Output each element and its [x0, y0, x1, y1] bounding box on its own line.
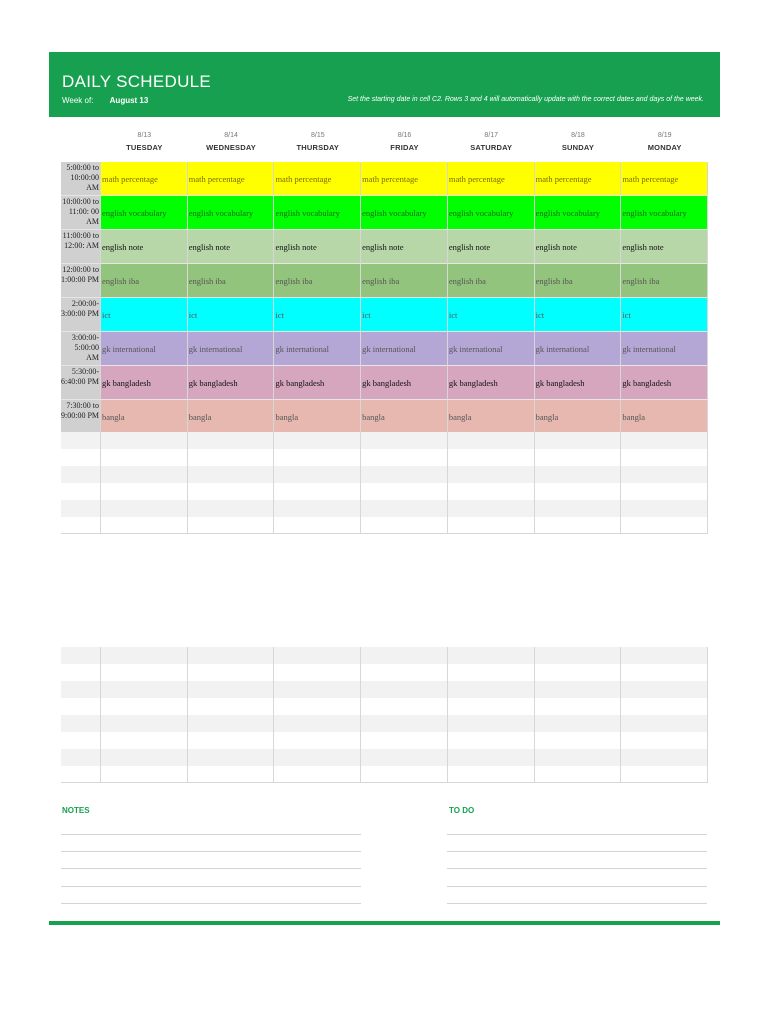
empty-row: [61, 647, 708, 664]
subject-cell[interactable]: math percentage: [448, 162, 535, 196]
empty-row: [61, 449, 708, 466]
time-cell[interactable]: 12:00:00 to 1:00:00 PM: [61, 264, 101, 298]
schedule-row: [61, 366, 708, 400]
day-name: SUNDAY: [561, 143, 595, 152]
subject-cell[interactable]: ict: [448, 298, 535, 332]
empty-cell[interactable]: [61, 766, 101, 783]
schedule-row: [61, 196, 708, 230]
empty-cell[interactable]: [361, 681, 448, 698]
empty-cell[interactable]: [61, 483, 101, 500]
empty-cell[interactable]: [448, 732, 535, 749]
subject-cell[interactable]: bangla: [621, 400, 708, 434]
empty-cell[interactable]: [188, 432, 275, 449]
instruction-note: Set the starting date in cell C2. Rows 3 and 4 will automatically update with the correct dates and days of the week.: [347, 96, 704, 103]
time-cell[interactable]: 11:00:00 to 12:00: AM: [61, 230, 101, 264]
empty-cell[interactable]: [188, 732, 275, 749]
subject-cell[interactable]: english iba: [535, 264, 622, 298]
empty-cell[interactable]: [448, 466, 535, 483]
empty-cell[interactable]: [188, 681, 275, 698]
empty-cell[interactable]: [361, 749, 448, 766]
page-title: DAILY SCHEDULE: [62, 72, 212, 91]
subject-cell[interactable]: math percentage: [621, 162, 708, 196]
empty-cell[interactable]: [535, 449, 622, 466]
empty-cell[interactable]: [274, 483, 361, 500]
time-cell[interactable]: 7:30:00 to 9:00:00 PM: [61, 400, 101, 434]
empty-cell[interactable]: [61, 681, 101, 698]
empty-cell[interactable]: [61, 517, 101, 534]
empty-cell[interactable]: [61, 749, 101, 766]
day-name: FRIDAY: [390, 143, 419, 152]
empty-cell[interactable]: [621, 449, 708, 466]
subject-cell[interactable]: math percentage: [188, 162, 275, 196]
notes-title: NOTES: [62, 806, 90, 815]
empty-row: [61, 681, 708, 698]
schedule-row: [61, 264, 708, 298]
empty-cell[interactable]: [61, 715, 101, 732]
day-header: [361, 132, 448, 152]
subject-cell[interactable]: english note: [188, 230, 275, 264]
empty-cell[interactable]: [61, 732, 101, 749]
empty-row: [61, 466, 708, 483]
day-date: 8/16: [397, 132, 412, 139]
subject-cell[interactable]: bangla: [188, 400, 275, 434]
time-cell[interactable]: 10:00:00 to 11:00: 00 AM: [61, 196, 101, 230]
empty-row: [61, 500, 708, 517]
empty-cell[interactable]: [621, 698, 708, 715]
empty-cell[interactable]: [188, 715, 275, 732]
header-banner: [49, 52, 720, 117]
empty-cell[interactable]: [361, 517, 448, 534]
footer-bar: [49, 921, 720, 925]
ruled-line[interactable]: [61, 834, 361, 835]
subject-cell[interactable]: gk international: [535, 332, 622, 366]
ruled-line[interactable]: [447, 868, 707, 869]
empty-cell[interactable]: [361, 466, 448, 483]
empty-cell[interactable]: [535, 681, 622, 698]
subject-cell[interactable]: gk international: [361, 332, 448, 366]
subject-cell[interactable]: english iba: [101, 264, 188, 298]
empty-cell[interactable]: [361, 715, 448, 732]
empty-cell[interactable]: [61, 664, 101, 681]
time-cell[interactable]: 2:00:00- 3:00:00 PM: [61, 298, 101, 332]
empty-cell[interactable]: [448, 432, 535, 449]
day-name: TUESDAY: [126, 143, 163, 152]
subject-cell[interactable]: gk bangladesh: [535, 366, 622, 400]
empty-cell[interactable]: [448, 500, 535, 517]
empty-cell[interactable]: [448, 483, 535, 500]
empty-cell[interactable]: [274, 681, 361, 698]
empty-cell[interactable]: [621, 647, 708, 664]
empty-cell[interactable]: [535, 664, 622, 681]
day-header: [621, 132, 708, 152]
todo-title: TO DO: [449, 806, 475, 815]
empty-cell[interactable]: [621, 681, 708, 698]
empty-row: [61, 749, 708, 766]
empty-cell[interactable]: [274, 449, 361, 466]
empty-cell[interactable]: [621, 466, 708, 483]
day-date: 8/15: [310, 132, 325, 139]
subject-cell[interactable]: ict: [621, 298, 708, 332]
empty-cell[interactable]: [535, 432, 622, 449]
empty-cell[interactable]: [188, 500, 275, 517]
empty-cell[interactable]: [448, 749, 535, 766]
subject-cell[interactable]: english iba: [448, 264, 535, 298]
subject-cell[interactable]: english vocabulary: [361, 196, 448, 230]
ruled-line[interactable]: [447, 834, 707, 835]
empty-cell[interactable]: [101, 449, 188, 466]
schedule-row: [61, 400, 708, 434]
schedule-row: [61, 230, 708, 264]
day-header: [101, 132, 188, 152]
subject-cell[interactable]: bangla: [535, 400, 622, 434]
empty-cell[interactable]: [621, 517, 708, 534]
empty-cell[interactable]: [188, 517, 275, 534]
empty-cell[interactable]: [274, 766, 361, 783]
empty-cell[interactable]: [361, 432, 448, 449]
time-cell[interactable]: 3:00:00- 5:00:00 AM: [61, 332, 101, 366]
schedule-row: [61, 298, 708, 332]
day-date: 8/14: [224, 132, 238, 139]
schedule-row: [61, 332, 708, 366]
empty-cell[interactable]: [101, 749, 188, 766]
empty-cell[interactable]: [101, 483, 188, 500]
ruled-line[interactable]: [447, 886, 707, 887]
subject-cell[interactable]: english vocabulary: [188, 196, 275, 230]
day-header: [448, 132, 535, 152]
empty-cell[interactable]: [101, 698, 188, 715]
empty-cell[interactable]: [535, 698, 622, 715]
empty-cell[interactable]: [621, 749, 708, 766]
empty-row: [61, 732, 708, 749]
ruled-line[interactable]: [61, 851, 361, 852]
subject-cell[interactable]: ict: [361, 298, 448, 332]
empty-cell[interactable]: [101, 466, 188, 483]
subject-cell[interactable]: bangla: [101, 400, 188, 434]
empty-row: [61, 517, 708, 534]
day-date: 8/19: [657, 132, 672, 139]
empty-cell[interactable]: [621, 732, 708, 749]
subject-cell[interactable]: english note: [621, 230, 708, 264]
empty-cell[interactable]: [448, 449, 535, 466]
empty-cell[interactable]: [101, 517, 188, 534]
schedule-table: [61, 162, 708, 434]
empty-cell[interactable]: [274, 500, 361, 517]
subject-cell[interactable]: english vocabulary: [621, 196, 708, 230]
subject-cell[interactable]: english vocabulary: [535, 196, 622, 230]
empty-cell[interactable]: [61, 449, 101, 466]
day-header: [535, 132, 622, 152]
subject-cell[interactable]: english note: [361, 230, 448, 264]
subject-cell[interactable]: gk international: [101, 332, 188, 366]
empty-cell[interactable]: [61, 698, 101, 715]
empty-cell[interactable]: [188, 483, 275, 500]
empty-cell[interactable]: [188, 749, 275, 766]
subject-cell[interactable]: ict: [274, 298, 361, 332]
empty-cell[interactable]: [535, 732, 622, 749]
subject-cell[interactable]: math percentage: [274, 162, 361, 196]
week-of-value[interactable]: August 13: [109, 96, 149, 105]
empty-cell[interactable]: [621, 432, 708, 449]
ruled-line[interactable]: [61, 886, 361, 887]
empty-cell[interactable]: [274, 517, 361, 534]
subject-cell[interactable]: english iba: [621, 264, 708, 298]
subject-cell[interactable]: math percentage: [535, 162, 622, 196]
subject-cell[interactable]: gk international: [188, 332, 275, 366]
subject-cell[interactable]: english note: [535, 230, 622, 264]
empty-cell[interactable]: [621, 766, 708, 783]
empty-cell[interactable]: [535, 749, 622, 766]
subject-cell[interactable]: bangla: [274, 400, 361, 434]
empty-cell[interactable]: [448, 715, 535, 732]
time-cell[interactable]: 5:30:00- 6:40:00 PM: [61, 366, 101, 400]
subject-cell[interactable]: english iba: [361, 264, 448, 298]
day-name: MONDAY: [647, 143, 682, 152]
subject-cell[interactable]: english vocabulary: [448, 196, 535, 230]
empty-cell[interactable]: [188, 698, 275, 715]
ruled-line[interactable]: [61, 903, 361, 904]
empty-cell[interactable]: [188, 647, 275, 664]
day-header-row: [101, 132, 708, 152]
subject-cell[interactable]: gk international: [448, 332, 535, 366]
ruled-line[interactable]: [61, 868, 361, 869]
subject-cell[interactable]: math percentage: [361, 162, 448, 196]
ruled-line[interactable]: [447, 903, 707, 904]
empty-cell[interactable]: [535, 466, 622, 483]
empty-cell[interactable]: [61, 647, 101, 664]
empty-cell[interactable]: [101, 732, 188, 749]
day-name: THURSDAY: [296, 143, 340, 152]
empty-cell[interactable]: [61, 500, 101, 517]
empty-cell[interactable]: [361, 732, 448, 749]
subject-cell[interactable]: english note: [274, 230, 361, 264]
empty-cell[interactable]: [61, 466, 101, 483]
empty-cell[interactable]: [274, 698, 361, 715]
empty-cell[interactable]: [621, 664, 708, 681]
empty-cell[interactable]: [274, 749, 361, 766]
empty-cell[interactable]: [535, 715, 622, 732]
day-name: SATURDAY: [470, 143, 513, 152]
empty-cell[interactable]: [274, 466, 361, 483]
empty-cell[interactable]: [188, 766, 275, 783]
subject-cell[interactable]: english vocabulary: [101, 196, 188, 230]
empty-cell[interactable]: [188, 449, 275, 466]
empty-cell[interactable]: [101, 647, 188, 664]
empty-row: [61, 715, 708, 732]
empty-cell[interactable]: [274, 715, 361, 732]
subject-cell[interactable]: ict: [535, 298, 622, 332]
empty-cell[interactable]: [448, 681, 535, 698]
empty-cell[interactable]: [274, 432, 361, 449]
day-name: WEDNESDAY: [206, 143, 257, 152]
empty-row: [61, 664, 708, 681]
empty-cell[interactable]: [535, 647, 622, 664]
empty-cell[interactable]: [361, 449, 448, 466]
empty-cell[interactable]: [535, 500, 622, 517]
time-cell[interactable]: 5:00:00 to 10:00:00 AM: [61, 162, 101, 196]
empty-cell[interactable]: [448, 766, 535, 783]
subject-cell[interactable]: gk bangladesh: [361, 366, 448, 400]
empty-row: [61, 432, 708, 449]
blank-rows-top: [61, 432, 708, 534]
empty-row: [61, 483, 708, 500]
subject-cell[interactable]: bangla: [361, 400, 448, 434]
empty-cell[interactable]: [535, 517, 622, 534]
empty-cell[interactable]: [361, 647, 448, 664]
subject-cell[interactable]: gk bangladesh: [448, 366, 535, 400]
empty-cell[interactable]: [621, 483, 708, 500]
empty-cell[interactable]: [101, 432, 188, 449]
empty-cell[interactable]: [101, 664, 188, 681]
ruled-line[interactable]: [447, 851, 707, 852]
empty-row: [61, 766, 708, 783]
subject-cell[interactable]: gk international: [621, 332, 708, 366]
empty-cell[interactable]: [188, 466, 275, 483]
empty-cell[interactable]: [621, 500, 708, 517]
empty-cell[interactable]: [361, 766, 448, 783]
day-date: 8/18: [571, 132, 585, 139]
empty-cell[interactable]: [621, 715, 708, 732]
week-of-label: Week of:: [62, 96, 94, 105]
empty-cell[interactable]: [361, 698, 448, 715]
subject-cell[interactable]: english note: [448, 230, 535, 264]
subject-cell[interactable]: gk international: [274, 332, 361, 366]
empty-cell[interactable]: [274, 647, 361, 664]
empty-cell[interactable]: [535, 766, 622, 783]
subject-cell[interactable]: english iba: [188, 264, 275, 298]
empty-cell[interactable]: [101, 715, 188, 732]
empty-cell[interactable]: [448, 517, 535, 534]
schedule-row: [61, 162, 708, 196]
subject-cell[interactable]: ict: [188, 298, 275, 332]
week-of: [62, 96, 148, 105]
empty-cell[interactable]: [361, 483, 448, 500]
subject-cell[interactable]: english iba: [274, 264, 361, 298]
subject-cell[interactable]: english note: [101, 230, 188, 264]
empty-cell[interactable]: [61, 432, 101, 449]
subject-cell[interactable]: gk bangladesh: [101, 366, 188, 400]
blank-rows-bottom: [61, 647, 708, 783]
subject-cell[interactable]: math percentage: [101, 162, 188, 196]
empty-cell[interactable]: [448, 698, 535, 715]
empty-cell[interactable]: [274, 664, 361, 681]
subject-cell[interactable]: ict: [101, 298, 188, 332]
empty-cell[interactable]: [361, 664, 448, 681]
empty-cell[interactable]: [535, 483, 622, 500]
empty-cell[interactable]: [361, 500, 448, 517]
subject-cell[interactable]: english vocabulary: [274, 196, 361, 230]
day-header: [188, 132, 275, 152]
empty-row: [61, 698, 708, 715]
subject-cell[interactable]: gk bangladesh: [621, 366, 708, 400]
empty-cell[interactable]: [101, 766, 188, 783]
empty-cell[interactable]: [448, 647, 535, 664]
empty-cell[interactable]: [101, 681, 188, 698]
empty-cell[interactable]: [188, 664, 275, 681]
empty-cell[interactable]: [274, 732, 361, 749]
subject-cell[interactable]: bangla: [448, 400, 535, 434]
day-date: 8/13: [137, 132, 152, 139]
subject-cell[interactable]: gk bangladesh: [188, 366, 275, 400]
subject-cell[interactable]: gk bangladesh: [274, 366, 361, 400]
empty-cell[interactable]: [101, 500, 188, 517]
empty-cell[interactable]: [448, 664, 535, 681]
day-header: [274, 132, 361, 152]
day-date: 8/17: [484, 132, 499, 139]
